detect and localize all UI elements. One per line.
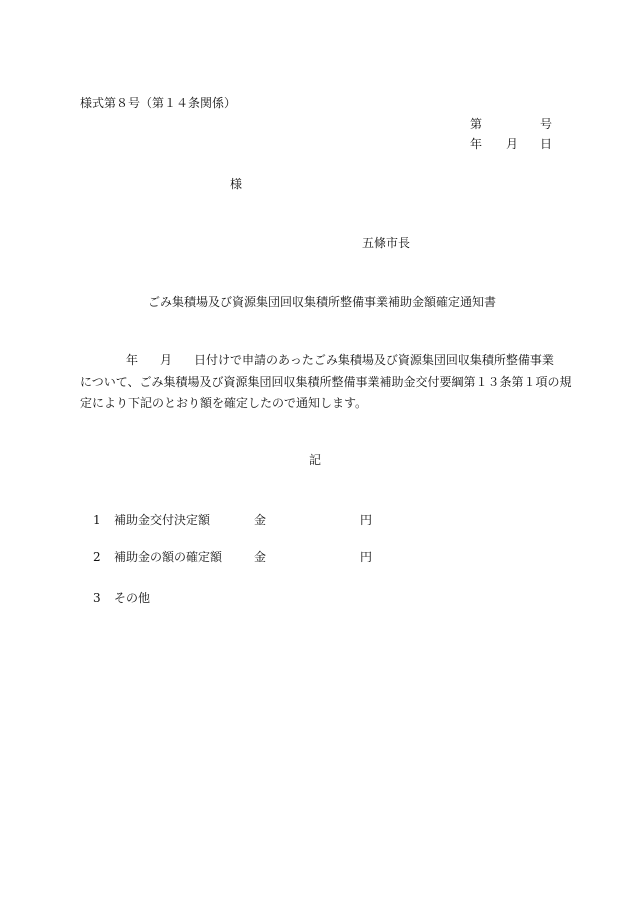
date-day-label: 日	[540, 137, 553, 151]
body-year-label: 年	[126, 353, 139, 367]
item-2-label: 補助金の額の確定額	[114, 550, 223, 564]
item-1-number: 1	[93, 513, 101, 527]
date-month-label: 月	[506, 137, 519, 151]
body-line-1	[80, 354, 554, 366]
body-line-1-text: 日付けで申請のあったごみ集積場及び資源集団回収集積所整備事業	[194, 353, 554, 367]
item-1-kin: 金	[254, 513, 267, 527]
item-1-yen: 円	[360, 513, 373, 527]
form-number: 様式第８号（第１４条関係）	[80, 96, 237, 110]
item-1-label: 補助金交付決定額	[114, 513, 211, 527]
body-line-2: について、ごみ集積場及び資源集団回収集積所整備事業補助金交付要綱第１３条第１項の規	[80, 375, 572, 389]
document-title: ごみ集積場及び資源集団回収集積所整備事業補助金額確定通知書	[148, 295, 497, 309]
addressee-honorific: 様	[230, 177, 243, 191]
document-number-suffix: 号	[540, 117, 553, 131]
body-line-3: 定により下記のとおり額を確定したので通知します。	[80, 396, 368, 410]
body-month-label: 月	[160, 353, 173, 367]
issuer-name: 五條市長	[362, 236, 411, 250]
item-2-yen: 円	[360, 550, 373, 564]
date-year-label: 年	[470, 137, 483, 151]
ki-heading: 記	[309, 453, 322, 467]
document-number-prefix: 第	[470, 117, 483, 131]
item-2-number: 2	[93, 550, 101, 564]
item-3-number: 3	[93, 591, 101, 605]
item-2-kin: 金	[254, 550, 267, 564]
item-3-label: その他	[114, 591, 151, 605]
